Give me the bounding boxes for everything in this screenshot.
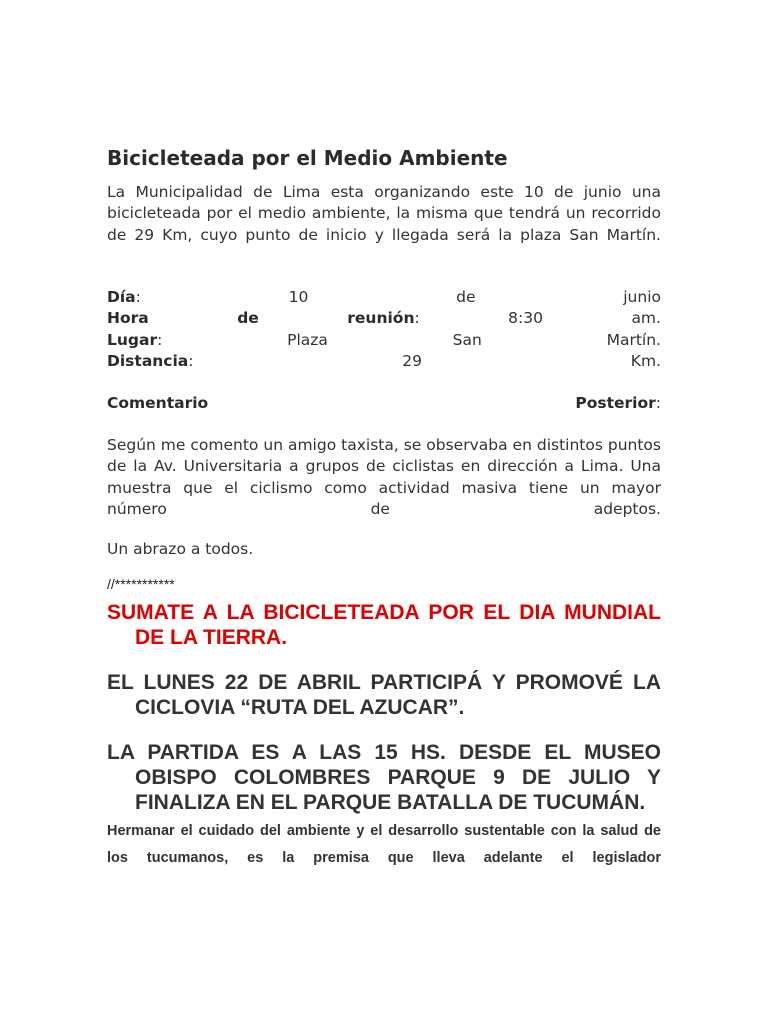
closing-text: Un abrazo a todos.	[107, 540, 254, 558]
info-row-dia: Día: 10 de junio	[107, 287, 661, 308]
dia-value-2: de	[456, 288, 476, 306]
dia-value-3: junio	[623, 288, 661, 306]
body-paragraph: Hermanar el cuidado del ambiente y el desarrollo sustentable con la salud de los tucumanos, es la premisa que lleva adelante el legislador	[107, 823, 661, 866]
headline-date: EL LUNES 22 DE ABRIL PARTICIPÁ Y PROMOVÉ LA CICLOVIA “RUTA DEL AZUCAR”.	[107, 671, 661, 719]
comment-label-1: Comentario	[107, 394, 209, 412]
dia-value-1: 10	[288, 288, 309, 306]
hora-label-1: Hora	[107, 309, 149, 328]
hora-value-2: am.	[631, 309, 661, 328]
dia-label: Día	[107, 288, 136, 306]
hora-label-2: de	[237, 309, 259, 328]
lugar-label: Lugar	[107, 330, 158, 349]
headline-red: SUMATE A LA BICICLETEADA POR EL DIA MUNDIAL DE LA TIERRA.	[107, 601, 661, 649]
lugar-value-2: San	[452, 330, 482, 349]
hora-label-3: reunión	[347, 309, 415, 328]
comment-label-2: Posterior	[575, 394, 656, 412]
distancia-label: Distancia	[107, 351, 189, 370]
headline-start: LA PARTIDA ES A LAS 15 HS. DESDE EL MUSEO OBISPO COLOMBRES PARQUE 9 DE JULIO Y FINALIZA EN EL PARQUE BATALLA DE TUCUMÁN.	[107, 741, 661, 814]
separator: //***********	[107, 576, 175, 592]
intro-paragraph: La Municipalidad de Lima esta organizando este 10 de junio una bicicleteada por el medio ambiente, la misma que tendrá un recorrido de 29 Km, cuyo punto de inicio y llegada será la plaza San Martín.	[107, 183, 661, 244]
info-row-lugar: Lugar: Plaza San Martín.	[107, 330, 661, 351]
post-title: Bicicleteada por el Medio Ambiente	[107, 146, 508, 170]
event-info	[107, 287, 661, 372]
lugar-value-1: Plaza	[287, 330, 328, 349]
lugar-value-3: Martín.	[606, 330, 661, 349]
distancia-value-2: Km.	[630, 351, 661, 370]
comment-heading: Comentario Posterior:	[107, 393, 661, 414]
hora-value-1: 8:30	[508, 309, 543, 328]
info-row-hora: Hora de reunión: 8:30 am.	[107, 308, 661, 329]
info-row-distancia: Distancia: 29 Km.	[107, 351, 661, 372]
comment-paragraph: Según me comento un amigo taxista, se observaba en distintos puntos de la Av. Universitaria a grupos de ciclistas en dirección a Lima. Una muestra que el ciclismo como actividad masiva tiene un mayor número de adeptos.	[107, 436, 661, 518]
distancia-value-1: 29	[402, 351, 423, 370]
